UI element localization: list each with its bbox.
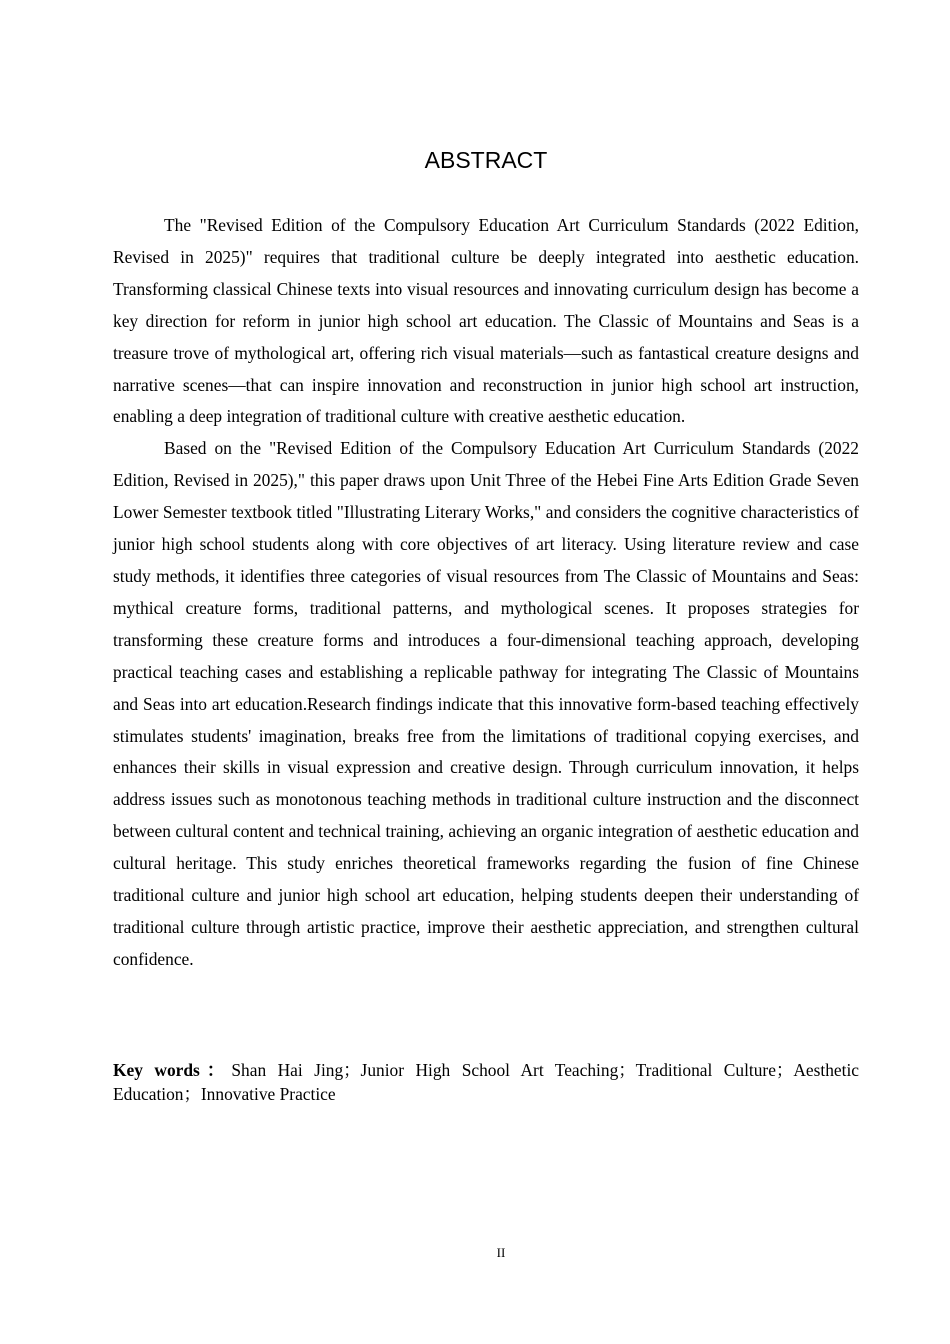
keywords-label: Key words：	[113, 1060, 232, 1080]
page-number: II	[496, 1245, 506, 1260]
abstract-body	[113, 210, 859, 976]
abstract-paragraph-1: The "Revised Edition of the Compulsory Education Art Curriculum Standards (2022 Edition, Revised in 2025)" requires that traditional culture be deeply integrated into aesthetic education. Transforming classical Chinese texts into visual resources and innovating curriculum design has become a key direction for reform in junior high school art education. The Classic of Mountains and Seas is a treasure trove of mythological art, offering rich visual materials—such as fantastical creature designs and narrative scenes—that can inspire innovation and reconstruction in junior high school art instruction, enabling a deep integration of traditional culture with creative aesthetic education.	[113, 215, 859, 427]
keywords-section	[113, 1058, 859, 1106]
abstract-paragraph-2: Based on the "Revised Edition of the Compulsory Education Art Curriculum Standards (2022 Edition, Revised in 2025)," this paper draws upon Unit Three of the Hebei Fine Arts Edition Grade Seven Lower Semester textbook titled "Illustrating Literary Works," and considers the cognitive characteristics of junior high school students along with core objectives of art literacy. Using literature review and case study methods, it identifies three categories of visual resources from The Classic of Mountains and Seas: mythical creature forms, traditional patterns, and mythological scenes. It proposes strategies for transforming these creature forms and introduces a four-dimensional teaching approach, developing practical teaching cases and establishing a replicable pathway for integrating The Classic of Mountains and Seas into art education.Research findings indicate that this innovative form-based teaching effectively stimulates students' imagination, breaks free from the limitations of traditional copying exercises, and enhances their skills in visual expression and creative design. Through curriculum innovation, it helps address issues such as monotonous teaching methods in traditional culture instruction and the disconnect between cultural content and technical training, achieving an organic integration of aesthetic education and cultural heritage. This study enriches theoretical frameworks regarding the fusion of fine Chinese traditional culture and junior high school art education, helping students deepen their understanding of traditional culture through artistic practice, improve their aesthetic appreciation, and strengthen cultural confidence.	[113, 438, 859, 969]
keywords-text: Shan Hai Jing；Junior High School Art Teaching；Traditional Culture；Aesthetic Education；Innovative Practice	[113, 1060, 860, 1104]
page-title: ABSTRACT	[424, 147, 548, 173]
